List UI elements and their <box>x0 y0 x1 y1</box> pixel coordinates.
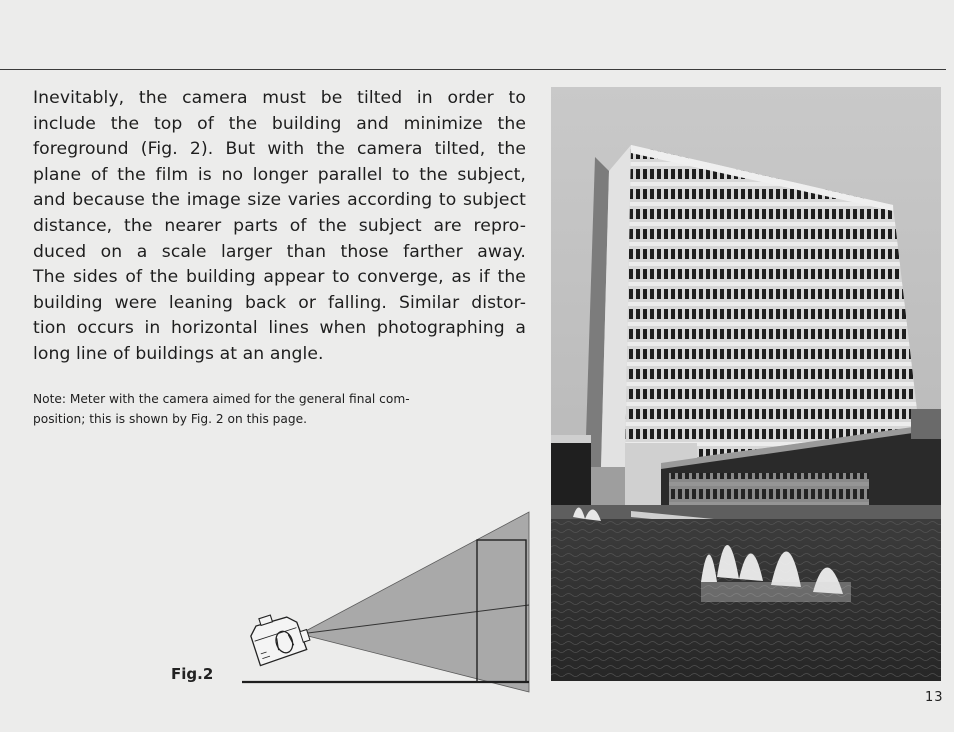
page-number: 13 <box>925 690 944 705</box>
meter-note <box>33 389 526 429</box>
fig2-tilted-camera-diagram <box>240 508 532 696</box>
body-line: include the top of the building and minimize the <box>33 113 526 134</box>
body-line: and because the image size varies according to subject <box>33 190 526 211</box>
body-paragraph <box>33 86 526 368</box>
building-fountain-photo <box>551 87 941 681</box>
camera-icon <box>247 606 313 666</box>
body-line: long line of buildings at an angle. <box>33 343 324 364</box>
body-line: The sides of the building appear to converge, as if the <box>33 267 526 288</box>
note-line: Note: Meter with the camera aimed for the general final com- <box>33 392 410 406</box>
body-line: plane of the film is no longer parallel to the subject, <box>33 164 526 185</box>
body-line: tion occurs in horizontal lines when photographing a <box>33 318 526 339</box>
body-line: distance, the nearer parts of the subject are repro- <box>33 215 526 236</box>
body-line: foreground (Fig. 2). But with the camera tilted, the <box>33 139 526 160</box>
note-line: position; this is shown by Fig. 2 on this page. <box>33 412 307 426</box>
body-line: building were leaning back or falling. Similar distor- <box>33 292 526 313</box>
field-of-view-wedge <box>300 512 529 692</box>
figure-label: Fig.2 <box>171 665 214 683</box>
top-rule <box>0 69 946 70</box>
body-line: Inevitably, the camera must be tilted in order to <box>33 88 526 108</box>
body-line: duced on a scale larger than those farther away. <box>33 241 526 262</box>
